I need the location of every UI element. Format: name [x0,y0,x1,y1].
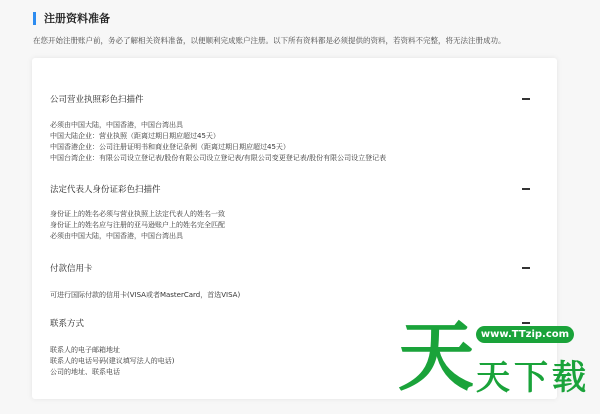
section-header[interactable] [50,183,530,195]
list-item: 联系人的电子邮箱地址 [50,346,120,354]
list-item: 中国台湾企业：有限公司设立登记表/股份有限公司设立登记表/有限公司变更登记表/股份有限公司设立登记表 [50,154,387,162]
list-item: 公司的地址、联系电话 [50,368,120,376]
intro-text: 在您开始注册账户前，务必了解相关资料准备，以便顺利完成账户注册。以下所有资料都是必须提供的资料，若资料不完整，将无法注册成功。 [33,36,506,45]
site-watermark-logo [398,312,598,411]
section-business-license [50,93,530,164]
section-title: 联系方式 [50,319,85,329]
section-legal-rep-id [50,183,530,242]
collapse-icon[interactable] [522,98,530,100]
collapse-icon[interactable] [522,267,530,269]
section-header[interactable] [50,262,530,274]
list-item: 必须由中国大陆，中国香港，中国台湾出具 [50,121,183,129]
watermark-big-char: 天 [398,312,474,401]
list-item: 中国大陆企业：营业执照（距离过期日期应超过45天） [50,132,220,140]
section-title: 付款信用卡 [50,264,93,274]
list-item: 身份证上的姓名应与注册的亚马逊账户上的姓名完全匹配 [50,221,225,229]
title-accent-bar [33,12,36,25]
section-title: 公司营业执照彩色扫描件 [50,95,144,105]
list-item: 身份证上的姓名必须与营业执照上法定代表人的姓名一致 [50,210,225,218]
list-item: 可进行国际付款的信用卡(VISA或者MasterCard，首选VISA) [50,291,241,299]
watermark-brand: 天下载 [476,358,590,398]
page-title: 注册资料准备 [44,12,110,25]
page-header [33,10,110,26]
list-item: 中国香港企业：公司注册证明书和商业登记条例（距离过期日期应超过45天） [50,143,290,151]
list-item: 必须由中国大陆，中国香港，中国台湾出具 [50,232,183,240]
section-credit-card [50,262,530,301]
section-header[interactable] [50,93,530,105]
watermark-site-url: www.TTzip.com [476,326,574,343]
list-item: 联系人的电话号码(建议填写法人的电话) [50,357,175,365]
collapse-icon[interactable] [522,188,530,190]
section-title: 法定代表人身份证彩色扫描件 [50,185,161,195]
